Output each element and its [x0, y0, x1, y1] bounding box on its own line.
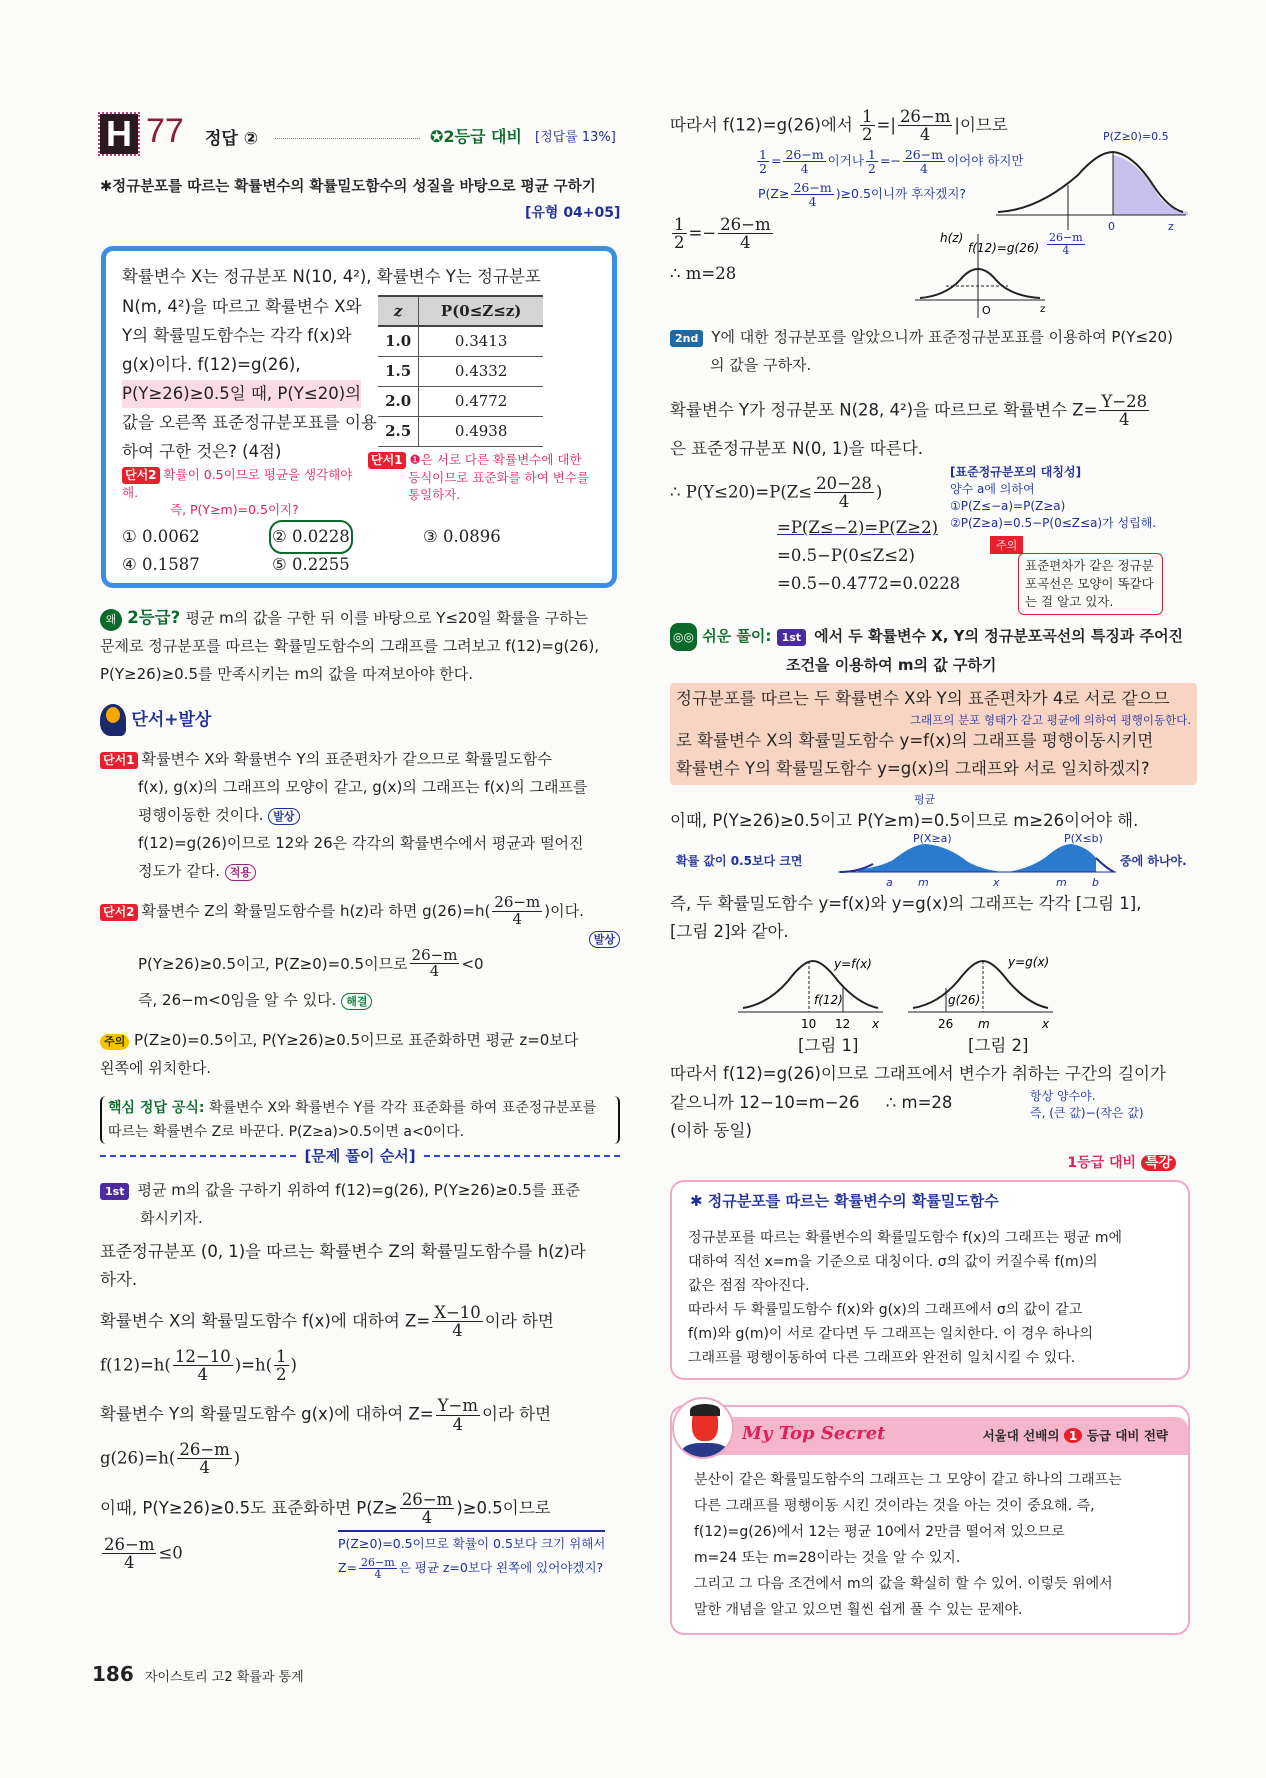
tick-label: 12 — [835, 1017, 851, 1031]
key-formula — [100, 1096, 620, 1144]
secret-subtitle: 등급 대비 전략 — [1086, 1428, 1168, 1443]
caution-text: 왼쪽에 위치한다. — [100, 1059, 211, 1077]
solution-line: (이하 동일) — [670, 1121, 752, 1140]
choice-5[interactable]: ⑤ 0.2255 — [272, 555, 350, 574]
grade-number: 1 — [1064, 1428, 1083, 1443]
easy-solution — [670, 622, 1195, 835]
special-title: ✱ 정규분포를 따르는 확률변수의 확률밀도함수 — [690, 1192, 999, 1210]
origin-label: O — [982, 304, 991, 317]
fraction: $\frac{26-m}{4}$ — [104, 1535, 155, 1573]
solution-line: 따라서 f(12)=g(26)에서 — [670, 115, 853, 135]
graph-label: P(Z≥0)=0.5 — [1103, 130, 1169, 143]
clue-text: 즉, 26−m<0임을 알 수 있다. — [138, 991, 337, 1009]
fraction: $\frac{X-10}{4}$ — [434, 1303, 481, 1341]
hint2-text: 확률이 0.5이므로 평균을 생각해야 해. — [122, 467, 353, 500]
fraction: $\frac{26-m}{4}$ — [494, 893, 541, 928]
special-text: 정규분포를 따르는 확률변수의 확률밀도함수 f(x)의 그래프는 평균 m에 — [688, 1230, 1123, 1246]
caution-text: 표준편차가 같은 정규분 — [1025, 558, 1154, 573]
note-text: 항상 양수야. 즉, (큰 값)−(작은 값) — [1030, 1089, 1144, 1120]
secret-subtitle: 서울대 선배의 — [982, 1428, 1060, 1443]
figure-2-caption: [그림 2] — [968, 1036, 1029, 1055]
page-number: 186 — [92, 1662, 134, 1686]
graph-label: f(12)=g(26) — [968, 241, 1040, 255]
why-text: 평균 m의 값을 구한 뒤 이를 바탕으로 Y≤20일 확률을 구하는 — [185, 609, 589, 627]
problem-topic: ✱정규분포를 따르는 확률변수의 확률밀도함수의 성질을 바탕으로 평균 구하기 — [100, 179, 596, 195]
note-text: 평균 — [914, 793, 936, 806]
choice-2[interactable]: ② 0.0228 — [272, 523, 350, 551]
tick-x: x — [993, 876, 1000, 888]
clue1-tag: 단서1 — [100, 752, 138, 769]
note-text: 양수 a에 의하여 — [950, 482, 1035, 496]
tick-a: a — [886, 876, 893, 888]
solution-order — [100, 1145, 620, 1600]
problem-line: g(x)이다. f(12)=g(26), — [122, 355, 301, 374]
shaded-curves-2 — [1006, 832, 1116, 888]
solution-line: 이때, P(Y≥26)≥0.5도 표준화하면 P(Z≥ — [100, 1497, 398, 1517]
why-text: 문제로 정규분포를 따르는 확률밀도함수의 그래프를 그려보고 f(12)=g(26), — [100, 637, 600, 655]
solution-line: g(26)=h( — [100, 1448, 176, 1468]
caution-text: P(Z≥0)=0.5이고, P(Y≥26)≥0.5이므로 표준화하면 평균 z=0보다 — [134, 1031, 579, 1049]
z-axis-label: z — [1040, 304, 1046, 315]
zero-label: 0 — [1108, 220, 1115, 233]
axis-label: x — [1042, 1017, 1050, 1031]
problem-line: Y의 확률밀도함수는 각각 f(x)와 — [122, 326, 352, 345]
tick-b: b — [1092, 876, 1099, 888]
note-text: 확률 값이 0.5보다 크면 — [676, 854, 803, 868]
key-formula-text: 따르는 확률변수 Z로 바꾼다. P(Z≥a)>0.5이면 a<0이다. — [108, 1124, 465, 1140]
tick-label: m — [978, 1017, 990, 1031]
problem-line: P(Y≥26)≥0.5일 때, P(Y≤20)의 — [122, 380, 361, 408]
y-axis-label: h(z) — [940, 231, 964, 245]
key-formula-label: 핵심 정답 공식: — [108, 1100, 205, 1116]
table-row: 2.0 0.4772 — [378, 386, 543, 416]
apply-badge: 적용 — [225, 864, 256, 881]
note-text: ①P(Z≤−a)=P(Z≥a) — [950, 499, 1066, 513]
note-text: ②P(Z≥a)=0.5−P(0≤Z≤a)가 성립해. — [950, 516, 1157, 530]
caution-flag: 주의 — [990, 536, 1023, 554]
caution-text: 는 걸 알고 있자. — [1025, 594, 1114, 609]
solution-line: 하자. — [100, 1270, 138, 1289]
secret-title: My Top Secret — [742, 1423, 886, 1444]
clue-text: 평행이동한 것이다. — [138, 806, 264, 824]
problem-number: 77 — [146, 112, 184, 150]
fraction: $\frac{26-m}{4}$ — [361, 1555, 395, 1582]
clue-section — [100, 703, 620, 1144]
special-tab-label: 1등급 대비 — [1067, 1155, 1137, 1171]
special-badge: 특강 — [1141, 1155, 1176, 1171]
secret-text: m=24 또는 m=28이라는 것을 알 수 있지. — [694, 1550, 961, 1566]
key-formula-text: 확률변수 X와 확률변수 Y를 각각 표준화를 하여 표준정규분포를 — [208, 1100, 597, 1116]
fraction: $\frac{1}{2}$ — [276, 1346, 287, 1384]
secret-text: 분산이 같은 확률밀도함수의 그래프는 그 모양이 같고 하나의 그래프는 — [694, 1472, 1122, 1488]
tick-m: m — [1056, 876, 1067, 888]
secret-text: f(12)=g(26)에서 12는 평균 10에서 2만큼 떨어져 있으므로 — [694, 1524, 1065, 1540]
problem-line: 하여 구한 것은? (4점) — [122, 442, 282, 461]
order-title: [문제 풀이 순서] — [304, 1147, 416, 1165]
table-row: 1.0 0.3413 — [378, 326, 543, 356]
solution-line: ≤0 — [158, 1543, 183, 1563]
fraction: $\frac{26-m}{4}$ — [1049, 231, 1083, 257]
solution-line: =0.5−P(0≤Z≤2) — [777, 546, 915, 566]
special-text: 그래프를 평행이동하여 다른 그래프와 완전히 일치시킬 수 있다. — [688, 1350, 1076, 1366]
solution-line: =0.5−0.4772=0.0228 — [777, 574, 961, 594]
problem-type: [유형 04+05] — [525, 205, 621, 221]
why-text: P(Y≥26)≥0.5를 만족시키는 m의 값을 따져보아야 한다. — [100, 665, 474, 683]
choice-1[interactable]: ① 0.0062 — [122, 527, 200, 546]
grade-label: ✪2등급 대비 — [430, 127, 522, 146]
idea-badge: 발상 — [268, 808, 299, 825]
solution-line: =P(Z≤−2)=P(Z≥2) — [777, 518, 939, 538]
z-table-header: z P(0≤Z≤z) — [378, 296, 543, 326]
problem-line: 값을 오른쪽 표준정규분포표를 이용 — [122, 413, 377, 432]
accuracy-rate: [정답률 13%] — [535, 130, 616, 145]
solution-line: 은 표준정규분포 N(0, 1)을 따른다. — [670, 438, 924, 458]
area-label: P(X≥a) — [913, 832, 952, 845]
solution-line: )=h( — [234, 1354, 273, 1374]
secret-text: 다른 그래프를 평행이동 시킨 것이라는 것을 아는 것이 중요해. 즉, — [694, 1498, 1095, 1514]
answer-label: 정답 ② — [205, 129, 259, 149]
note-text: Z= — [338, 1560, 358, 1576]
choice-3[interactable]: ③ 0.0896 — [423, 527, 501, 546]
table-row: 2.5 0.4938 — [378, 416, 543, 446]
secret-text: 말한 개념을 알고 있으면 훨씬 쉽게 풀 수 있는 문제야. — [694, 1602, 1023, 1618]
step-text: 의 값을 구하자. — [710, 356, 812, 374]
figure-1 — [738, 946, 888, 1031]
special-lecture-box — [670, 1155, 1190, 1380]
step-1st-badge: 1st — [777, 629, 806, 646]
step-2nd: 2nd Y에 대한 정규분포를 알았으니까 표준정규분포표를 이용하여 P(Y≤20) 의 값을 구하자. 확률변수 Y가 정규분포 N(28, 4²)을 따르므로 확률변수 Z= $\frac{Y-28}{4}$ 은 표준정규분포 N(0, 1)을 따른다. ∴ P(Y≤20)=P(Z≤ $\frac{20-28}{4}$ ) =P(Z≤−2)=P(Z≥2) =0.5−P(0≤Z≤2) =0.5−0.4772=0.0228 — [670, 323, 1195, 598]
clue-text: f(12)=g(26)이므로 12와 26은 각각의 확률변수에서 평균과 떨어진 — [138, 834, 584, 852]
value-label: f(12) — [814, 993, 843, 1007]
step-text: Y에 대한 정규분포를 알았으니까 표준정규분포표를 이용하여 P(Y≤20) — [711, 328, 1173, 346]
tick-m: m — [918, 876, 929, 888]
step-text: 평균 m의 값을 구하기 위하여 f(12)=g(26), P(Y≥26)≥0.5를 표준 — [137, 1181, 581, 1199]
solution-line: 확률변수 Y의 확률밀도함수 g(x)에 대하여 Z= — [100, 1404, 434, 1424]
book-title: 자이스토리 고2 확률과 통계 — [144, 1670, 304, 1685]
solution-line: 확률변수 X의 확률밀도함수 f(x)에 대하여 Z= — [100, 1311, 431, 1331]
right-column: 따라서 f(12)=g(26)에서 $\frac{1}{2}$ =| $\frac{26-m}{4}$ |이므로 $\frac{1}{2}$ = $\frac{26-m}{4}$ 이거나 $\frac{1}{2}$ =− $\frac{26-m}{4}$ 이어야 하지만 P(Z≥ $\frac{26-m}{4}$ )≥0.5이니까 후자겠지? $\frac{1}{2}$ =− $\frac{26-m}{4}$ ∴ m=28 — [670, 108, 1195, 288]
choice-4[interactable]: ④ 0.1587 — [122, 555, 200, 574]
hint2-tag: 단서2 — [122, 467, 160, 484]
hint1-text: 등식이므로 표준화를 하여 변수를 — [408, 470, 589, 485]
note-text: 은 평균 z=0보다 왼쪽에 있어야겠지? — [398, 1560, 604, 1576]
solution-line: ) — [290, 1354, 297, 1374]
solution-line: 즉, 두 확률밀도함수 y=f(x)와 y=g(x)의 그래프는 각각 [그림 1], — [670, 894, 1142, 913]
special-text: 따라서 두 확률밀도함수 f(x)와 g(x)의 그래프에서 σ의 값이 같고 — [688, 1302, 1083, 1318]
z-axis-label: z — [1168, 220, 1174, 233]
symmetry-note — [950, 464, 1156, 532]
solution-line: 이라 하면 — [482, 1404, 552, 1424]
value-label: g(26) — [948, 993, 981, 1007]
note-text: 중에 하나야. — [1120, 854, 1187, 868]
dotted-leader — [275, 138, 420, 139]
easy-text: 에서 두 확률변수 X, Y의 정규분포곡선의 특징과 주어진 — [814, 627, 1184, 645]
highlight-box — [670, 683, 1197, 785]
highlight-text: 확률변수 Y의 확률밀도함수 y=g(x)의 그래프와 서로 일치하겠지? — [676, 759, 1150, 778]
solution-line: ∴ m=28 — [670, 263, 737, 283]
note-text: P(Z≥0)=0.5이므로 확률이 0.5보다 크기 위해서 — [338, 1536, 606, 1552]
clue2-tag: 단서2 — [100, 904, 138, 921]
fraction: $\frac{26-m}{4}$ — [401, 1489, 453, 1527]
curve-label: y=f(x) — [834, 957, 872, 971]
clue-text: f(x), g(x)의 그래프의 모양이 같고, g(x)의 그래프는 f(x)의 그래프를 — [138, 778, 588, 796]
easy-label: 쉬운 풀이: — [702, 627, 772, 645]
clue-text: 정도가 같다. — [138, 862, 220, 880]
solution-line: ) — [233, 1448, 241, 1468]
secret-text: 그리고 그 다음 조건에서 m의 값을 확실히 할 수 있어. 이렇듯 위에서 — [694, 1576, 1113, 1592]
clue-text: P(Y≥26)≥0.5이고, P(Z≥0)=0.5이므로 — [138, 954, 408, 973]
solution-line: 확률변수 Y가 정규분포 N(28, 4²)을 따르므로 확률변수 Z= — [670, 400, 1098, 420]
clue-text: 확률변수 X와 확률변수 Y의 표준편차가 같으므로 확률밀도함수 — [141, 750, 552, 768]
solution-line: f(12)=h( — [100, 1354, 171, 1374]
note-title: [표준정규분포의 대칭성] — [950, 465, 1082, 479]
clue-text: 확률변수 Z의 확률밀도함수를 h(z)라 하면 g(26)=h( — [141, 901, 491, 920]
idea-badge: 발상 — [589, 931, 620, 948]
clue-text: <0 — [461, 954, 484, 973]
z-table — [378, 295, 543, 447]
step-2nd-badge: 2nd — [670, 330, 703, 347]
clue-text: )이다. — [544, 901, 584, 920]
step-1st-badge: 1st — [100, 1183, 129, 1200]
series-letter: H — [100, 114, 138, 154]
why-badge: 왜 — [100, 609, 122, 631]
easy-text: 조건을 이용하여 m의 값 구하기 — [786, 656, 997, 674]
fraction: $\frac{26-m}{4}$ — [179, 1439, 230, 1478]
note-text: 그래프의 분포 형태가 같고 평균에 의하여 평행이동한다. — [909, 713, 1191, 727]
special-text: 값은 점점 작아진다. — [688, 1278, 810, 1294]
fraction: $\frac{12-10}{4}$ — [174, 1346, 231, 1384]
hint1-note — [368, 451, 589, 503]
problem-header — [100, 112, 620, 158]
tick-label: 26 — [938, 1017, 954, 1031]
area-label: P(X≤b) — [1064, 832, 1103, 845]
special-text: 대하여 직선 x=m을 기준으로 대칭이다. σ의 값이 커질수록 f(m)의 — [688, 1254, 1098, 1270]
fraction: $\frac{26-m}{4}$ — [411, 945, 458, 981]
solve-badge: 해결 — [341, 993, 372, 1010]
figure-1-caption: [그림 1] — [798, 1036, 859, 1055]
z-graph-shaded — [988, 130, 1188, 240]
solution-line: 같으니까 12−10=m−26 ∴ m=28 — [670, 1093, 953, 1112]
hint1-text: ❶은 서로 다른 확률변수에 대한 — [409, 452, 582, 467]
hint1-tag: 단서1 — [368, 452, 406, 469]
clue-title: 단서+발상 — [131, 710, 212, 730]
page-footer — [92, 1662, 304, 1686]
axis-label: x — [872, 1017, 880, 1031]
why-title: 2등급? — [127, 608, 181, 627]
hint1-text: 통일하자. — [408, 487, 461, 502]
solution-line: )≥0.5이므로 — [456, 1497, 551, 1517]
my-top-secret-box — [670, 1405, 1190, 1635]
tick-label: 10 — [801, 1017, 817, 1031]
problem-line: N(m, 4²)을 따르고 확률변수 X와 — [122, 297, 362, 316]
caution-box — [1018, 553, 1163, 615]
solution-line: 이라 하면 — [484, 1311, 554, 1331]
h-z-graph — [900, 228, 1100, 318]
hint2-note — [122, 466, 358, 518]
solution-line: ∴ P(Y≤20)=P(Z≤ — [670, 481, 813, 501]
problem-line: 확률변수 X는 정규분포 N(10, 4²), 확률변수 Y는 정규분포 — [122, 267, 541, 286]
step-text: 화시키자. — [140, 1209, 203, 1227]
caution-badge: 주의 — [100, 1034, 129, 1050]
avatar — [672, 1397, 734, 1459]
binoculars-icon: ◎◎ — [670, 623, 697, 651]
highlight-text: 로 확률변수 X의 확률밀도함수 y=f(x)의 그래프를 평행이동시키면 — [676, 731, 1154, 750]
fraction: $\frac{Y-m}{4}$ — [437, 1396, 479, 1434]
blue-note — [338, 1530, 605, 1581]
shaded-curves — [838, 832, 1010, 888]
solution-line: 따라서 f(12)=g(26)이므로 그래프에서 변수가 취하는 구간의 길이가 — [670, 1064, 1166, 1083]
why-section — [100, 604, 620, 688]
solution-line: 표준정규분포 (0, 1)을 따르는 확률변수 Z의 확률밀도함수를 h(z)라 — [100, 1242, 586, 1261]
curve-label: y=g(x) — [1008, 955, 1050, 969]
figure-2 — [908, 946, 1058, 1031]
table-row: 1.5 0.4332 — [378, 356, 543, 386]
special-text: f(m)와 g(m)이 서로 같다면 두 그래프는 일치한다. 이 경우 하나의 — [688, 1326, 1093, 1342]
solution-line: 이때, P(Y≥26)≥0.5이고 P(Y≥m)=0.5이므로 m≥26이어야 해. — [670, 811, 1139, 830]
caution-text: 포곡선은 모양이 똑같다 — [1025, 576, 1154, 591]
lightbulb-head-icon — [100, 704, 126, 736]
solution-line: [그림 2]와 같아. — [670, 922, 789, 941]
highlight-text: 정규분포를 따르는 두 확률변수 X와 Y의 표준편차가 4로 서로 같으므 — [676, 689, 1170, 708]
hint2-text: 즉, P(Y≥m)=0.5이지? — [170, 502, 299, 517]
problem-box — [101, 246, 617, 588]
